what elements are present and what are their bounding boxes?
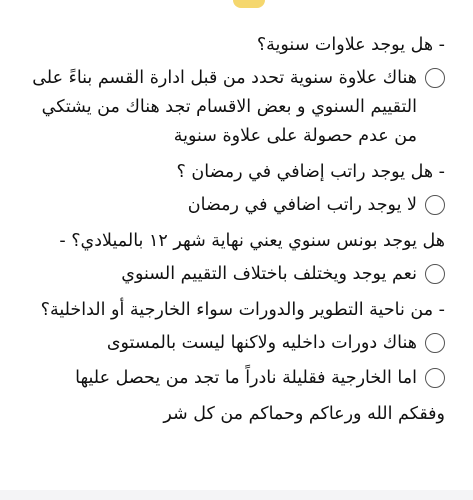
radio-button-icon[interactable] [425,368,445,388]
question-annual-raises: - هل يوجد علاوات سنوية؟ [256,35,445,55]
option-label: نعم يوجد ويختلف باختلاف التقييم السنوي [121,264,417,284]
question-training-courses: - من ناحية التطوير والدورات سواء الخارجية أو الداخلية؟ [40,300,445,320]
option-annual-raises[interactable] [18,64,445,151]
radio-button-icon[interactable] [425,333,445,353]
radio-button-icon[interactable] [425,264,445,284]
bottom-bar [0,490,473,500]
option-label: اما الخارجية فقليلة نادراً ما تجد من يحصل عليها [75,368,417,388]
option-label: هناك دورات داخليه ولاكنها ليست بالمستوى [106,333,417,353]
closing-message: وفقكم الله ورعاكم وحماكم من كل شر [163,404,445,424]
option-annual-bonus[interactable] [18,260,445,289]
option-internal-courses[interactable] [18,329,445,358]
question-annual-bonus: هل يوجد بونس سنوي يعني نهاية شهر ١٢ بالميلادي؟ - [59,231,445,251]
radio-button-icon[interactable] [425,195,445,215]
radio-button-icon[interactable] [425,68,445,88]
option-ramadan-salary[interactable] [18,191,445,220]
top-accent-decoration [233,0,265,8]
option-label: لا يوجد راتب اضافي في رمضان [187,195,417,215]
faq-content [0,30,473,433]
question-ramadan-salary: - هل يوجد راتب إضافي في رمضان ؟ [176,162,445,182]
option-external-courses[interactable] [18,364,445,393]
option-label: هناك علاوة سنوية تحدد من قبل ادارة القسم بناءً على التقييم السنوي و بعض الاقسام تجد هناك من يشتكي من عدم حصولة على علاوة سنوية [32,68,417,146]
